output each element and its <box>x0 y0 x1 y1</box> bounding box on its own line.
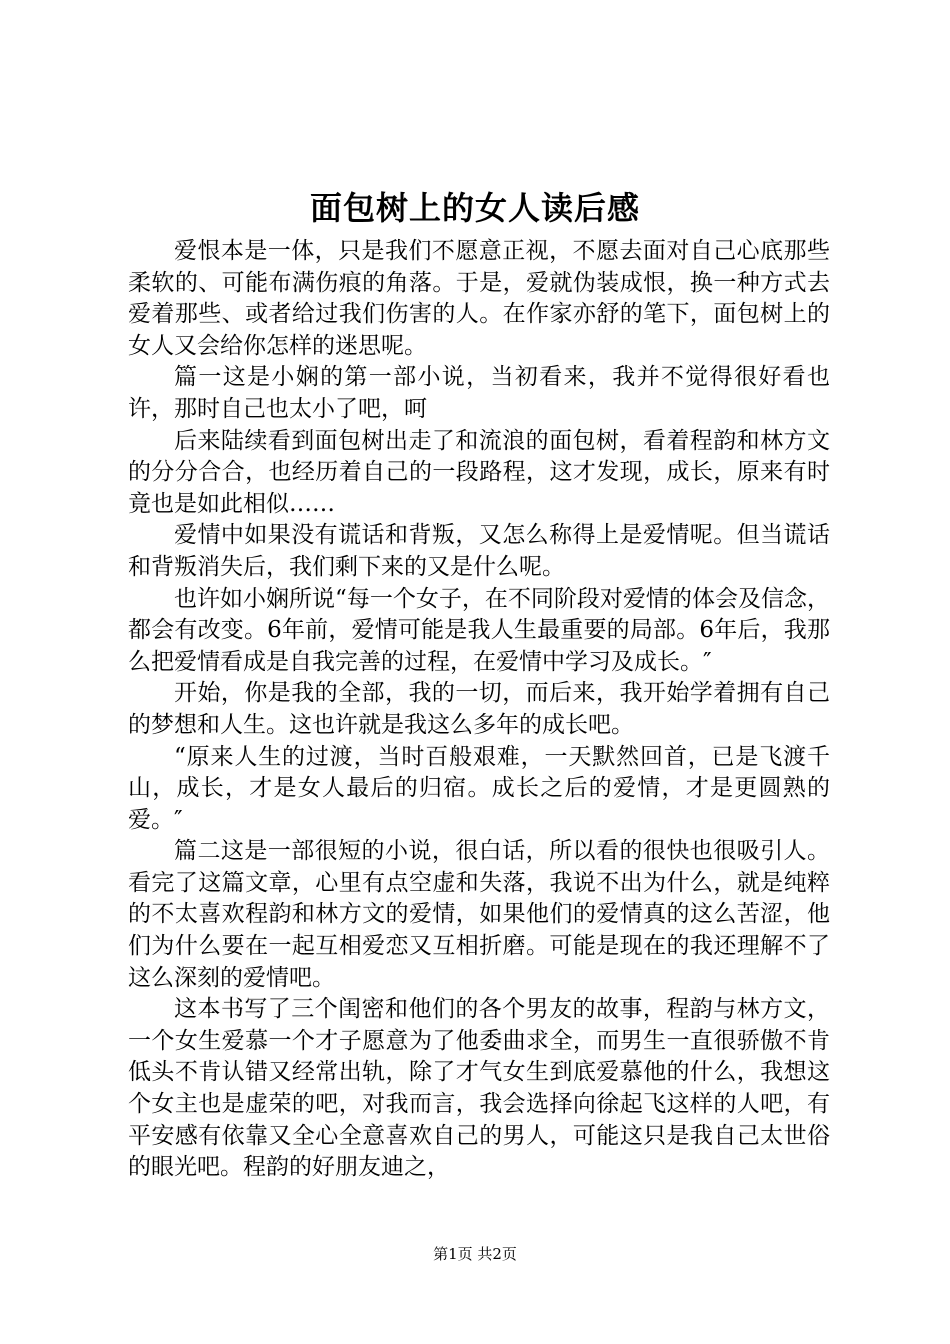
paragraph: 开始，你是我的全部，我的一切，而后来，我开始学着拥有自己的梦想和人生。这也许就是我这么多年的成长吧。 <box>128 680 830 738</box>
document-title: 面包树上的女人读后感 <box>309 189 640 227</box>
paragraph: 后来陆续看到面包树出走了和流浪的面包树，看着程韵和林方文的分分合合，也经历着自己的一段路程，这才发现，成长，原来有时竟也是如此相似…… <box>128 427 830 517</box>
paragraph: “原来人生的过渡，当时百般艰难，一天默然回首，已是飞渡千山，成长，才是女人最后的归宿。成长之后的爱情，才是更圆熟的爱。″ <box>128 743 830 833</box>
document-body <box>128 236 830 1184</box>
paragraph: 也许如小娴所说“每一个女子，在不同阶段对爱情的体会及信念，都会有改变。6年前，爱情可能是我人生最重要的局部。6年后，我那么把爱情看成是自我完善的过程，在爱情中学习及成长。″ <box>128 585 830 675</box>
paragraph: 这本书写了三个闺密和他们的各个男友的故事，程韵与林方文，一个女生爱慕一个才子愿意为了他委曲求全，而男生一直很骄傲不肯低头不肯认错又经常出轨，除了才气女生到底爱慕他的什么，我想这个女主也是虚荣的吧，对我而言，我会选择向徐起飞这样的人吧，有平安感有依靠又全心全意喜欢自己的男人，可能这只是我自己太世俗的眼光吧。程韵的好朋友迪之， <box>128 996 830 1181</box>
page-number-footer: 第1页 共2页 <box>433 1245 517 1263</box>
paragraph: 爱恨本是一体，只是我们不愿意正视，不愿去面对自己心底那些柔软的、可能布满伤痕的角落。于是，爱就伪装成恨，换一种方式去爱着那些、或者给过我们伤害的人。在作家亦舒的笔下，面包树上的女人又会给你怎样的迷思呢。 <box>128 238 830 359</box>
paragraph: 篇一这是小娴的第一部小说，当初看来，我并不觉得很好看也许，那时自己也太小了吧，呵 <box>128 364 830 422</box>
paragraph: 篇二这是一部很短的小说，很白话，所以看的很快也很吸引人。看完了这篇文章，心里有点空虚和失落，我说不出为什么，就是纯粹的不太喜欢程韵和林方文的爱情，如果他们的爱情真的这么苦涩，他们为什么要在一起互相爱恋又互相折磨。可能是现在的我还理解不了这么深刻的爱情吧。 <box>128 838 830 991</box>
paragraph: 爱情中如果没有谎话和背叛，又怎么称得上是爱情呢。但当谎话和背叛消失后，我们剩下来的又是什么呢。 <box>128 522 830 580</box>
